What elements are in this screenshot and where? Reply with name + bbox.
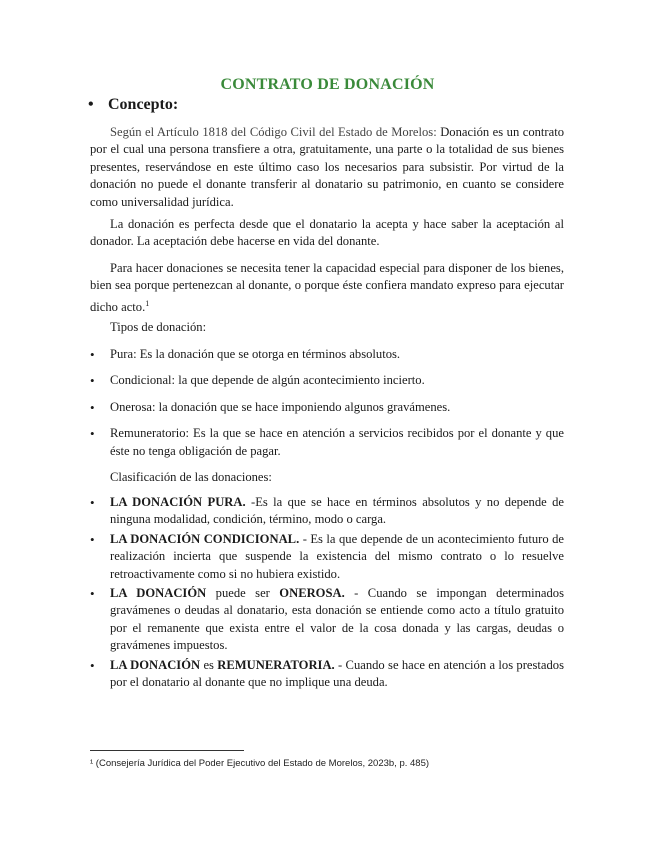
footnote-ref: 1	[145, 298, 150, 308]
paragraph-acceptance	[90, 216, 564, 251]
bullet-icon: •	[90, 426, 95, 442]
list-item: • Onerosa: la donación que se hace imponiendo algunos gravámenes.	[90, 399, 451, 415]
concepto-heading	[88, 96, 178, 114]
list-item: • LA DONACIÓN es REMUNERATORIA. - Cuando se hace en atención a los prestados por el donatario al donante que no implique una deuda.	[90, 657, 564, 690]
footnote: ¹ (Consejería Jurídica del Poder Ejecutivo del Estado de Morelos, 2023b, p. 485)	[90, 758, 430, 769]
tipos-list	[90, 346, 564, 460]
bullet-icon: •	[90, 347, 95, 362]
clasificacion-list	[90, 494, 564, 691]
bullet-icon: •	[88, 96, 94, 113]
list-item: • Pura: Es la donación que se otorga en términos absolutos.	[90, 347, 401, 362]
clasificacion-heading: Clasificación de las donaciones:	[110, 470, 272, 484]
bullet-icon: •	[90, 399, 95, 415]
paragraph-text: Para hacer donaciones se necesita tener la capacidad especial para disponer de los bienes, bien sea porque pertenezcan al donante, o porque éste confiera mandato expreso para ejecutar dicho acto.	[90, 261, 564, 314]
footnote-divider	[90, 750, 244, 751]
paragraph-text: Donación es un contrato por el cual una persona transfiere a otra, gratuitamente, una parte o la totalidad de sus bienes presentes, reservándose en este último caso los necesarios para subsistir. Por virtud de la donación no puede el donante transferir al donatario su patrimonio, en cuanto se considere como universalidad jurídica.	[90, 125, 564, 209]
paragraph-text: La donación es perfecta desde que el donatario la acepta y hace saber la aceptación al donador. La aceptación debe hacerse en vida del donante.	[90, 217, 564, 249]
document-title: CONTRATO DE DONACIÓN	[220, 76, 435, 93]
list-item: • Remuneratorio: Es la que se hace en atención a servicios recibidos por el donante y que éste no tenga obligación de pagar.	[90, 426, 564, 458]
list-item: • LA DONACIÓN CONDICIONAL. - Es la que depende de un acontecimiento futuro de realización incierta que suspende la existencia del mismo contrato o lo resuelve retroactivamente como si no hubiera existido.	[90, 531, 564, 581]
paragraph-capacity	[90, 260, 564, 316]
bullet-icon: •	[90, 373, 95, 389]
concepto-heading-text: Concepto:	[108, 96, 179, 113]
paragraph-definition	[90, 124, 564, 211]
bullet-icon: •	[90, 586, 95, 602]
tipos-heading: Tipos de donación:	[110, 320, 207, 334]
paragraph-lead: Según el Artículo 1818 del Código Civil del Estado de Morelos:	[110, 125, 437, 139]
list-item: • LA DONACIÓN puede ser ONEROSA. - Cuando se impongan determinados gravámenes o deudas al donatario, esta donación se entiende como acto a título gratuito por el remanente que exista entre el valor de la cosa donada y las cargas, deudas o gravámenes impuestos.	[90, 586, 565, 653]
bullet-icon: •	[90, 495, 95, 510]
list-item: • LA DONACIÓN PURA. -Es la que se hace en términos absolutos y no depende de ninguna modalidad, condición, término, modo o carga.	[90, 495, 564, 527]
bullet-icon: •	[90, 531, 95, 547]
list-item: • Condicional: la que depende de algún acontecimiento incierto.	[90, 373, 425, 389]
bullet-icon: •	[90, 657, 95, 673]
